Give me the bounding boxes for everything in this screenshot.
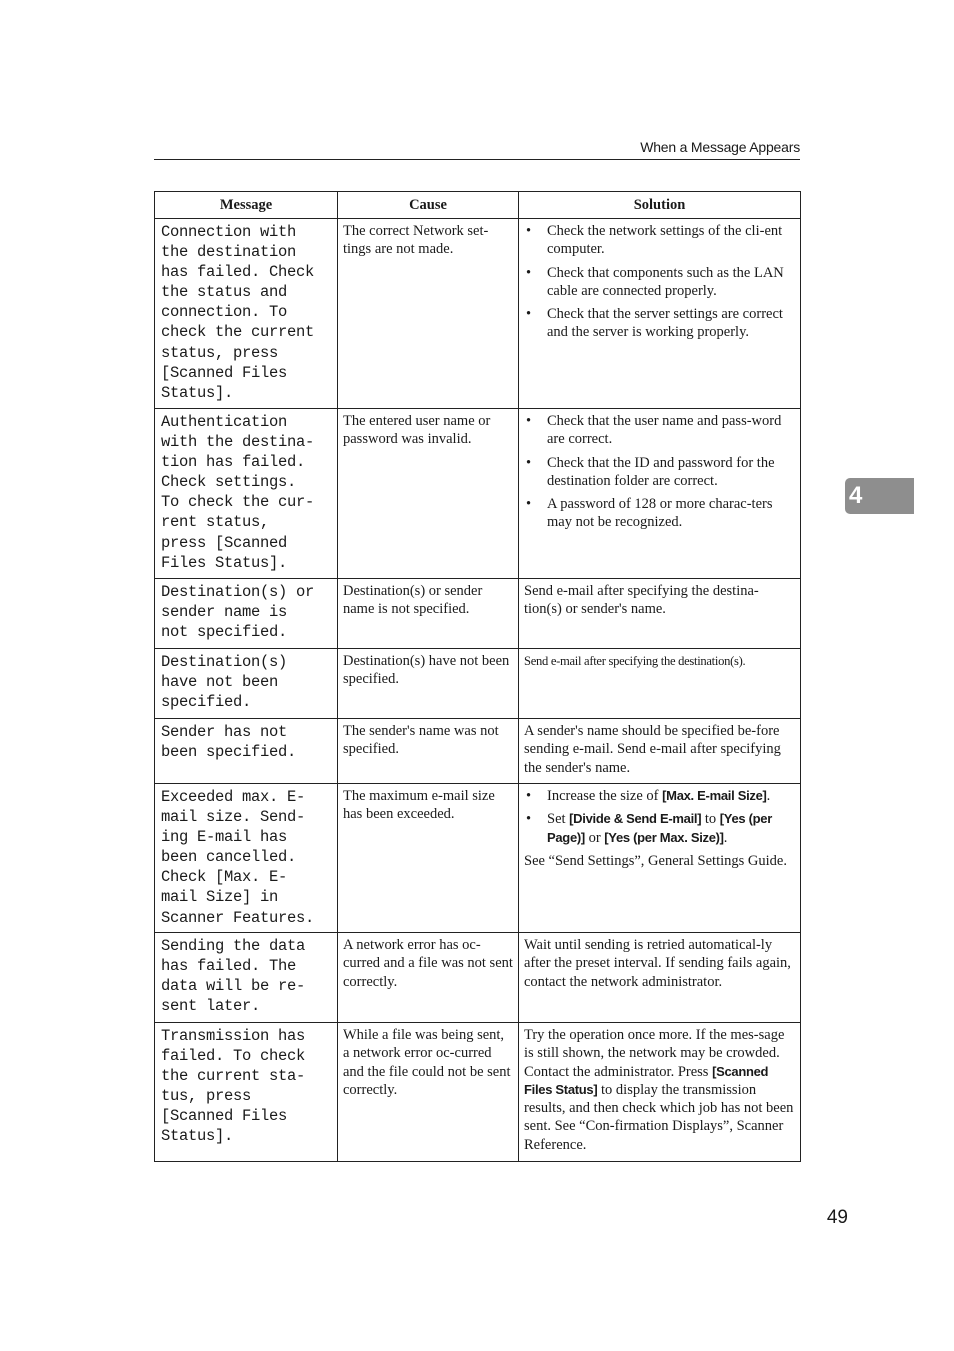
message-cell: Destination(s) have not been specified. bbox=[155, 649, 338, 719]
table-row bbox=[155, 784, 801, 933]
cause-cell: The entered user name or password was invalid. bbox=[338, 409, 519, 579]
table-row bbox=[155, 1023, 801, 1162]
cause-cell: Destination(s) have not been specified. bbox=[338, 649, 519, 719]
table-row bbox=[155, 719, 801, 784]
solution-cell bbox=[519, 784, 801, 933]
solution-cell: Wait until sending is retried automatical-ly after the preset interval. If sending fails again, contact the network administrator. bbox=[519, 933, 801, 1023]
table-row bbox=[155, 933, 801, 1023]
chapter-tab: 4 bbox=[845, 478, 914, 514]
solution-list bbox=[524, 222, 795, 342]
solution-text: Try the operation once more. If the mes-sage is still shown, the network may be crowded. Contact the administrator. Press bbox=[524, 1027, 785, 1080]
cause-cell: The correct Network set-tings are not made. bbox=[338, 219, 519, 409]
running-head bbox=[154, 138, 800, 160]
cause-cell: A network error has oc-curred and a file was not sent correctly. bbox=[338, 933, 519, 1023]
scanned-files-status-key: [Scanned Files Status] bbox=[524, 1063, 769, 1097]
solution-cell bbox=[519, 219, 801, 409]
solution-item: • A password of 128 or more charac-ters may not be recognized. bbox=[524, 495, 795, 532]
solution-cell: A sender's name should be specified be-fore sending e-mail. Send e-mail after specifying the sender's name. bbox=[519, 719, 801, 784]
solution-item: • Check the network settings of the cli-ent computer. bbox=[524, 222, 795, 259]
solution-cell: Send e-mail after specifying the destination(s). bbox=[519, 649, 801, 719]
running-title: When a Message Appears bbox=[640, 139, 800, 155]
yes-per-page-key: [Yes (per Page)] bbox=[547, 811, 772, 845]
max-email-size-key: [Max. E-mail Size] bbox=[662, 788, 767, 803]
message-cell: Exceeded max. E- mail size. Send- ing E-mail has been cancelled. Check [Max. E- mail Size] in Scanner Features. bbox=[155, 784, 338, 933]
solution-text: Increase the size of bbox=[547, 788, 663, 804]
column-header-solution: Solution bbox=[519, 192, 801, 219]
table-header-row bbox=[155, 192, 801, 219]
solution-text: or bbox=[584, 829, 605, 846]
message-cell: Sending the data has failed. The data will be re- sent later. bbox=[155, 933, 338, 1023]
solution-text: to bbox=[701, 811, 720, 828]
cause-cell: The sender's name was not specified. bbox=[338, 719, 519, 784]
solution-text: to display the transmission results, and then check which job has not been sent. See “Con-firmation Displays”, Scanner Reference. bbox=[524, 1081, 794, 1153]
column-header-message: Message bbox=[155, 192, 338, 219]
message-cell: Destination(s) or sender name is not specified. bbox=[155, 579, 338, 649]
solution-cell bbox=[519, 1023, 801, 1162]
yes-per-max-size-key: [Yes (per Max. Size)] bbox=[604, 829, 724, 845]
cause-cell: Destination(s) or sender name is not specified. bbox=[338, 579, 519, 649]
solution-text: Set bbox=[547, 811, 570, 828]
table-row bbox=[155, 409, 801, 579]
solution-note: See “Send Settings”, General Settings Guide. bbox=[524, 852, 787, 869]
message-cell: Transmission has failed. To check the current sta- tus, press [Scanned Files Status]. bbox=[155, 1023, 338, 1162]
cause-cell: While a file was being sent, a network error oc-curred and the file could not be sent correctly. bbox=[338, 1023, 519, 1162]
table-row bbox=[155, 219, 801, 409]
solution-item: • Check that the user name and pass-word are correct. bbox=[524, 412, 795, 449]
solution-list bbox=[524, 787, 795, 847]
solution-cell bbox=[519, 409, 801, 579]
solution-item bbox=[524, 810, 795, 847]
solution-item: • Check that components such as the LAN cable are connected properly. bbox=[524, 264, 795, 301]
solution-text: . bbox=[766, 788, 771, 804]
solution-list bbox=[524, 412, 795, 532]
solution-item: • Check that the server settings are correct and the server is working properly. bbox=[524, 305, 795, 342]
page-number: 49 bbox=[826, 1207, 848, 1228]
solution-item bbox=[524, 787, 795, 805]
solution-text: . bbox=[723, 829, 728, 846]
divide-send-email-key: [Divide & Send E-mail] bbox=[569, 811, 702, 827]
message-cell: Connection with the destination has failed. Check the status and connection. To check the current status, press [Scanned Files Status]. bbox=[155, 219, 338, 409]
solution-cell: Send e-mail after specifying the destina-tion(s) or sender's name. bbox=[519, 579, 801, 649]
column-header-cause: Cause bbox=[338, 192, 519, 219]
message-cell: Authentication with the destina- tion has failed. Check settings. To check the cur- rent status, press [Scanned Files Status]. bbox=[155, 409, 338, 579]
message-table bbox=[154, 191, 801, 1162]
table-row bbox=[155, 579, 801, 649]
message-cell: Sender has not been specified. bbox=[155, 719, 338, 784]
cause-cell: The maximum e-mail size has been exceeded. bbox=[338, 784, 519, 933]
table-row bbox=[155, 649, 801, 719]
solution-item: • Check that the ID and password for the destination folder are correct. bbox=[524, 454, 795, 491]
